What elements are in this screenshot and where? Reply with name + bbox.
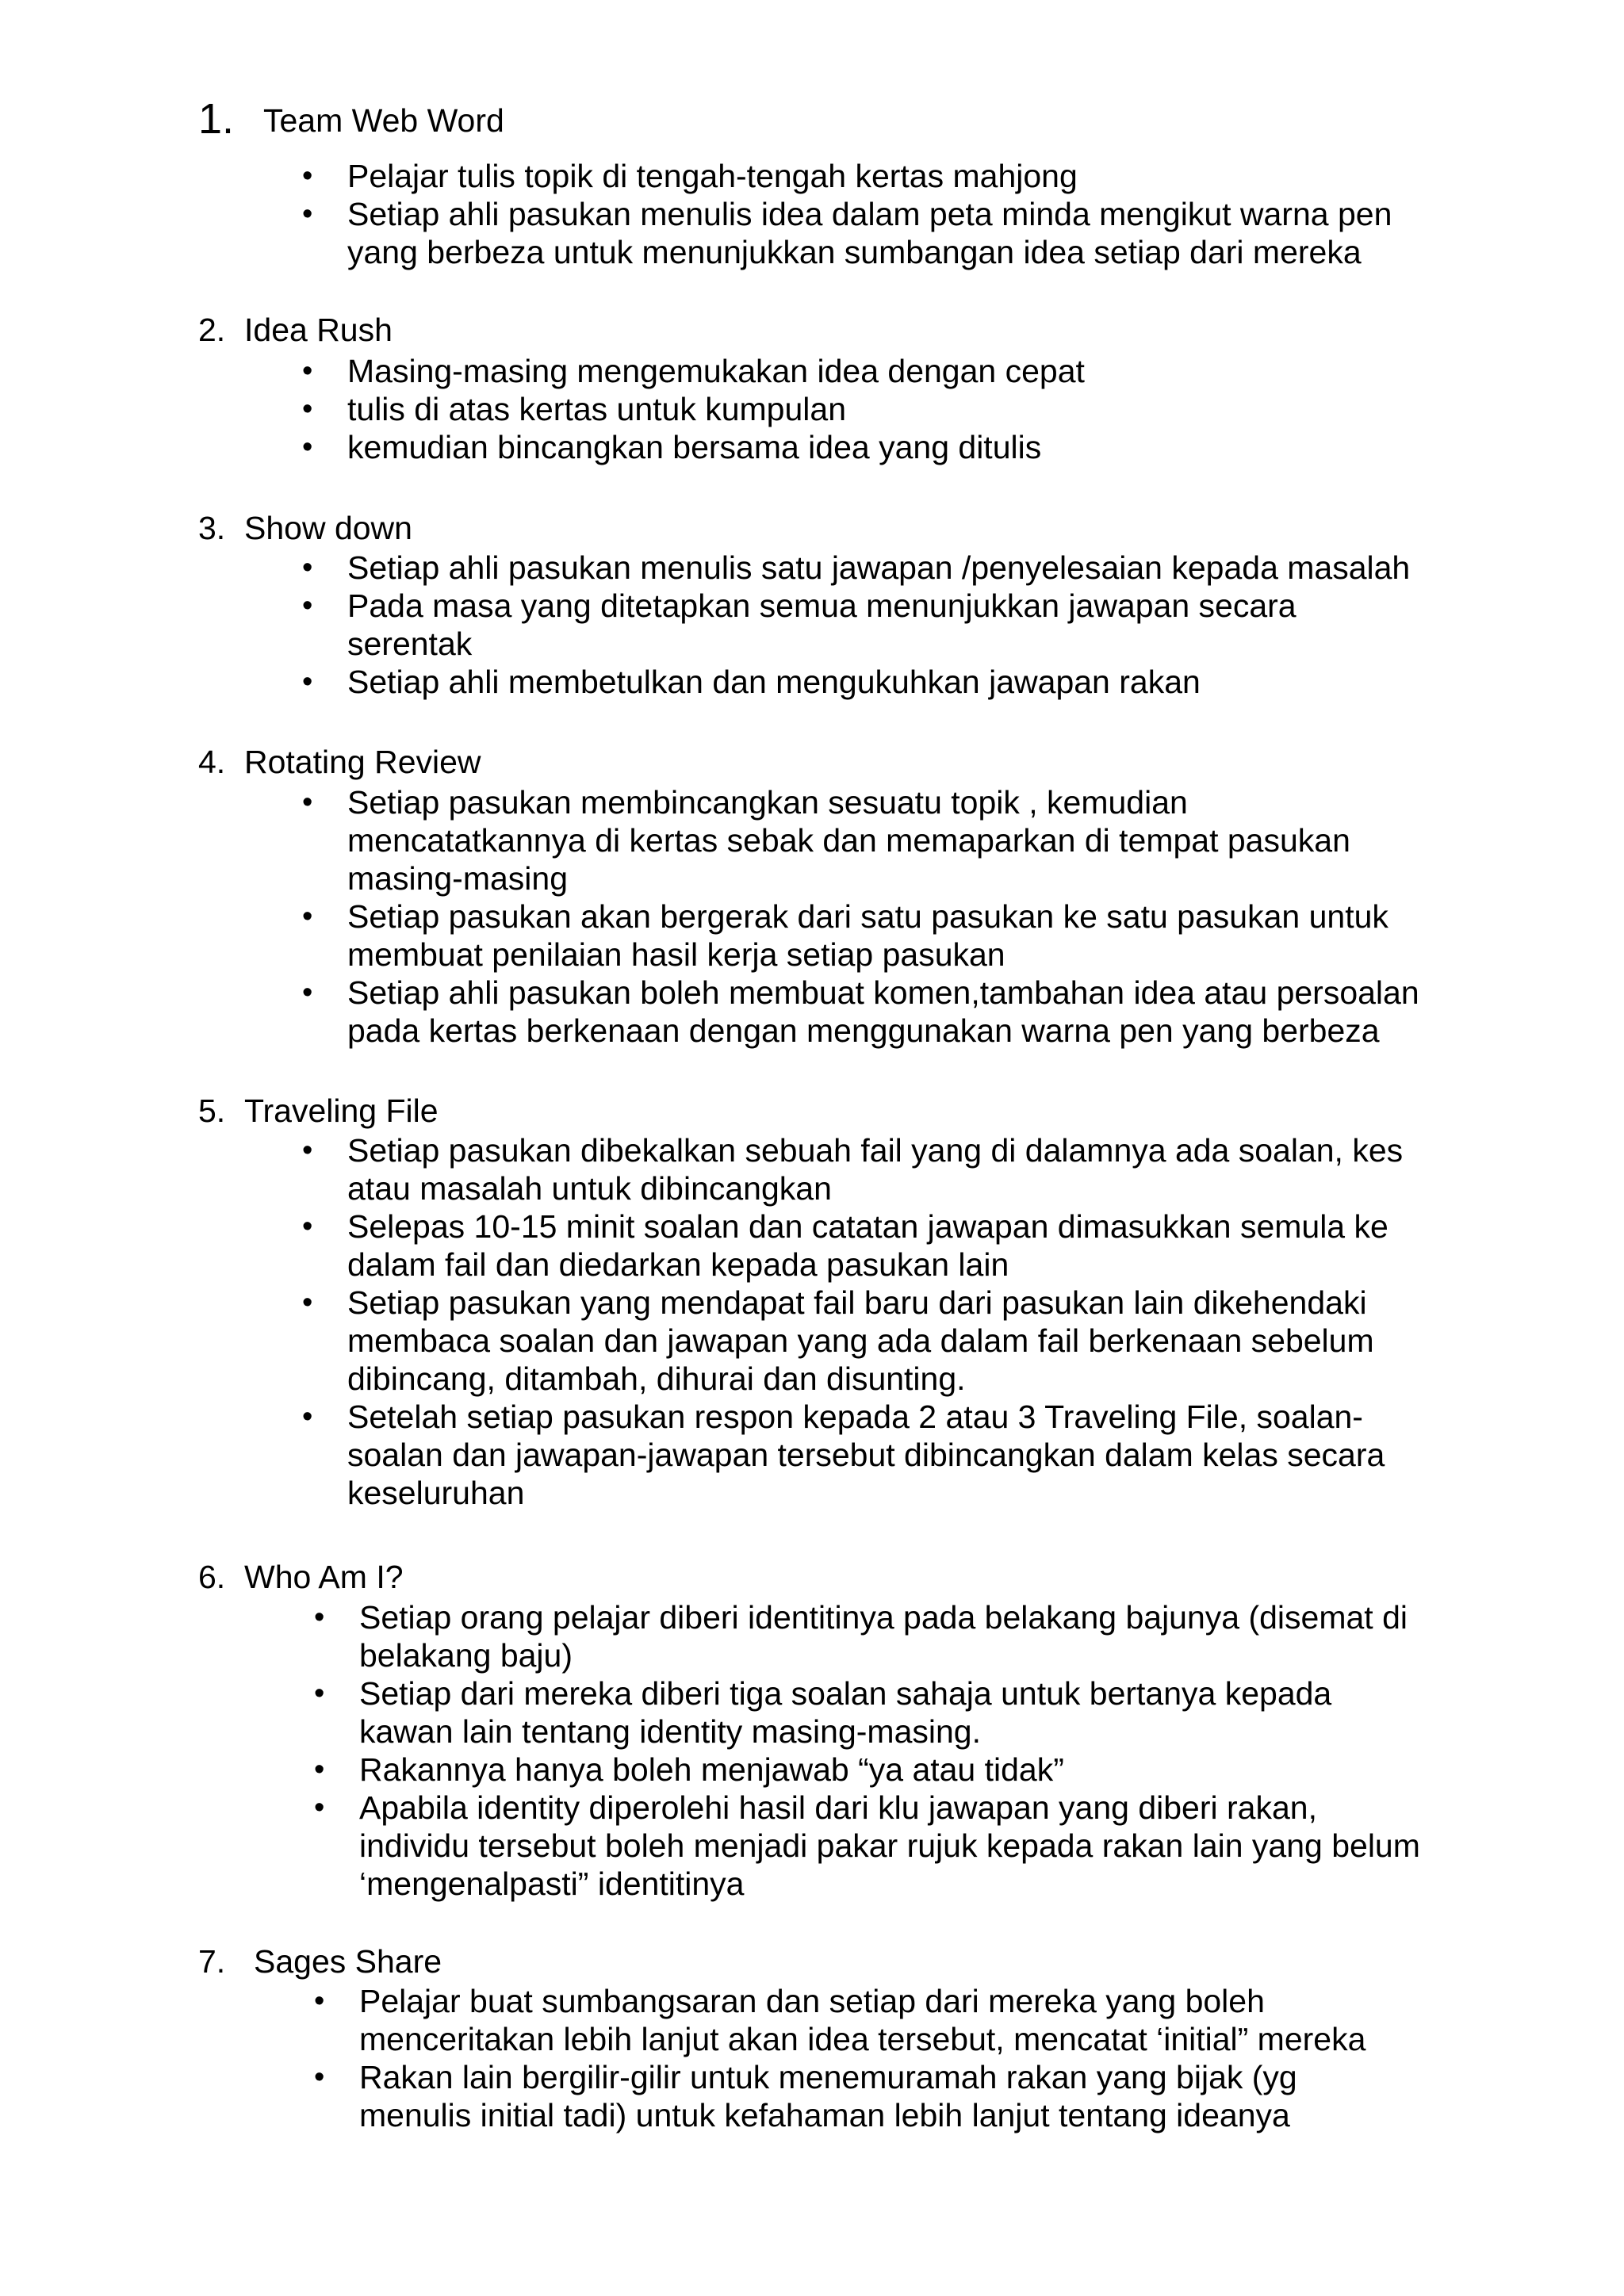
bullet-text <box>359 1674 1420 1751</box>
section-number: 2. <box>198 312 226 348</box>
bullet-item <box>302 549 1411 587</box>
section-title: Who Am I? <box>244 1559 404 1595</box>
section-title: Rotating Review <box>244 744 481 780</box>
bullet-list <box>302 549 1411 701</box>
bullet-item <box>302 1398 1403 1512</box>
bullet-text-line: Pelajar buat sumbangsaran dan setiap dari mereka yang boleh <box>359 1983 1265 2019</box>
bullet-text-line: soalan dan jawapan-jawapan tersebut dibincangkan dalam kelas secara <box>347 1437 1385 1473</box>
bullet-text-line: Pelajar tulis topik di tengah-tengah kertas mahjong <box>347 158 1078 194</box>
bullet-text-line: Setiap ahli pasukan boleh membuat komen,tambahan idea atau persoalan <box>347 974 1419 1011</box>
bullet-text <box>347 352 1085 390</box>
bullet-text-line: atau masalah untuk dibincangkan <box>347 1170 832 1207</box>
bullet-dot-icon: • <box>314 1677 325 1710</box>
section-number: 7. <box>198 1943 226 1980</box>
bullet-dot-icon: • <box>302 392 313 426</box>
bullet-list <box>302 157 1392 271</box>
bullet-text <box>347 157 1392 195</box>
bullet-text <box>359 1751 1420 1789</box>
bullet-dot-icon: • <box>302 197 313 231</box>
bullet-list <box>314 1982 1366 2134</box>
bullet-text-line: Masing-masing mengemukakan idea dengan cepat <box>347 353 1085 389</box>
bullet-text <box>347 897 1419 974</box>
bullet-text-line: Pada masa yang ditetapkan semua menunjukkan jawapan secara <box>347 587 1297 624</box>
bullet-text-line: Setelah setiap pasukan respon kepada 2 atau 3 Traveling File, soalan- <box>347 1399 1363 1435</box>
section-title: Show down <box>244 510 412 546</box>
bullet-text <box>347 1207 1403 1284</box>
bullet-text-line: belakang baju) <box>359 1637 573 1674</box>
bullet-dot-icon: • <box>302 1210 313 1243</box>
bullet-text <box>347 783 1419 897</box>
bullet-text-line: membaca soalan dan jawapan yang ada dalam fail berkenaan sebelum <box>347 1322 1374 1359</box>
bullet-item <box>302 783 1419 897</box>
bullet-text <box>359 1982 1365 2058</box>
bullet-dot-icon: • <box>302 1134 313 1167</box>
section-number: 3. <box>198 510 226 546</box>
bullet-dot-icon: • <box>314 1791 325 1824</box>
bullet-text <box>347 390 1085 428</box>
bullet-text-line: keseluruhan <box>347 1475 525 1511</box>
bullet-text <box>347 974 1419 1050</box>
bullet-text <box>347 1398 1403 1512</box>
bullet-text-line: Selepas 10-15 minit soalan dan catatan jawapan dimasukkan semula ke <box>347 1208 1388 1245</box>
bullet-text-line: masing-masing <box>347 860 568 897</box>
bullet-dot-icon: • <box>302 1400 313 1433</box>
bullet-dot-icon: • <box>314 1753 325 1786</box>
bullet-dot-icon: • <box>302 1286 313 1319</box>
bullet-item <box>302 663 1410 701</box>
section-number: 5. <box>198 1093 226 1129</box>
bullet-dot-icon: • <box>302 430 313 464</box>
bullet-text-line: kemudian bincangkan bersama idea yang ditulis <box>347 429 1042 465</box>
bullet-dot-icon: • <box>302 786 313 819</box>
bullet-dot-icon: • <box>314 1601 325 1634</box>
bullet-text <box>347 549 1410 587</box>
bullet-list <box>302 352 1085 466</box>
bullet-text-line: Setiap ahli membetulkan dan mengukuhkan jawapan rakan <box>347 664 1201 700</box>
bullet-text-line: Setiap pasukan dibekalkan sebuah fail yang di dalamnya ada soalan, kes <box>347 1132 1404 1169</box>
bullet-text-line: serentak <box>347 626 473 662</box>
section-title: Sages Share <box>254 1943 442 1980</box>
bullet-text-line: dibincang, ditambah, dihurai dan disunting. <box>347 1360 966 1397</box>
bullet-text-line: kawan lain tentang identity masing-masing. <box>359 1713 981 1750</box>
section-number: 1. <box>198 95 235 143</box>
bullet-text-line: Apabila identity diperolehi hasil dari klu jawapan yang diberi rakan, <box>359 1789 1317 1826</box>
bullet-text <box>359 1789 1420 1903</box>
bullet-text-line: menceritakan lebih lanjut akan idea tersebut, mencatat ‘initial” mereka <box>359 2021 1366 2057</box>
bullet-text-line: Rakannya hanya boleh menjawab “ya atau tidak” <box>359 1751 1064 1788</box>
bullet-list <box>314 1598 1420 1903</box>
bullet-dot-icon: • <box>302 589 313 622</box>
bullet-text <box>359 1598 1420 1674</box>
bullet-item <box>302 897 1419 974</box>
bullet-item <box>302 352 1085 390</box>
bullet-text-line: Setiap ahli pasukan menulis satu jawapan /penyelesaian kepada masalah <box>347 549 1411 586</box>
bullet-text-line: individu tersebut boleh menjadi pakar rujuk kepada rakan lain yang belum <box>359 1827 1420 1864</box>
bullet-text-line: Setiap dari mereka diberi tiga soalan sahaja untuk bertanya kepada <box>359 1675 1332 1712</box>
bullet-text <box>347 195 1392 271</box>
section-title: Idea Rush <box>244 312 393 348</box>
bullet-text-line: Setiap pasukan yang mendapat fail baru dari pasukan lain dikehendaki <box>347 1284 1367 1321</box>
bullet-dot-icon: • <box>302 354 313 388</box>
bullet-text-line: Rakan lain bergilir-gilir untuk menemuramah rakan yang bijak (yg <box>359 2059 1297 2095</box>
bullet-dot-icon: • <box>302 900 313 933</box>
bullet-item <box>314 1982 1366 2058</box>
section-number: 4. <box>198 744 226 780</box>
bullet-dot-icon: • <box>302 976 313 1009</box>
bullet-item <box>302 428 1085 466</box>
bullet-text-line: Setiap ahli pasukan menulis idea dalam peta minda mengikut warna pen <box>347 196 1392 232</box>
bullet-dot-icon: • <box>314 2061 325 2094</box>
bullet-text-line: Setiap orang pelajar diberi identitinya pada belakang bajunya (disemat di <box>359 1599 1408 1636</box>
bullet-text-line: Setiap pasukan membincangkan sesuatu topik , kemudian <box>347 784 1188 821</box>
bullet-text <box>359 2058 1365 2134</box>
bullet-text-line: mencatatkannya di kertas sebak dan memaparkan di tempat pasukan <box>347 822 1350 859</box>
bullet-dot-icon: • <box>302 551 313 584</box>
bullet-item <box>302 1131 1404 1207</box>
bullet-item <box>314 2058 1365 2134</box>
section-number: 6. <box>198 1559 226 1595</box>
bullet-text <box>347 428 1085 466</box>
bullet-item <box>302 195 1392 271</box>
bullet-text <box>347 1284 1403 1398</box>
bullet-dot-icon: • <box>302 159 313 193</box>
bullet-text-line: membuat penilaian hasil kerja setiap pasukan <box>347 936 1005 973</box>
bullet-text-line: pada kertas berkenaan dengan menggunakan warna pen yang berbeza <box>347 1012 1380 1049</box>
bullet-item <box>314 1598 1420 1674</box>
bullet-text-line: menulis initial tadi) untuk kefahaman lebih lanjut tentang ideanya <box>359 2097 1290 2133</box>
bullet-item <box>302 1284 1403 1398</box>
bullet-text <box>347 663 1410 701</box>
bullet-item <box>302 390 1085 428</box>
bullet-text-line: yang berbeza untuk menunjukkan sumbangan idea setiap dari mereka <box>347 234 1362 270</box>
bullet-dot-icon: • <box>302 665 313 698</box>
bullet-text <box>347 587 1410 663</box>
bullet-text-line: dalam fail dan diedarkan kepada pasukan lain <box>347 1246 1009 1283</box>
bullet-item <box>314 1751 1420 1789</box>
bullet-item <box>302 587 1410 663</box>
bullet-text-line: ‘mengenalpasti” identitinya <box>359 1866 745 1902</box>
bullet-text-line: Setiap pasukan akan bergerak dari satu pasukan ke satu pasukan untuk <box>347 898 1388 935</box>
bullet-list <box>302 1131 1404 1512</box>
section-title: Team Web Word <box>263 102 504 139</box>
bullet-dot-icon: • <box>314 1984 325 2018</box>
bullet-item <box>314 1674 1420 1751</box>
bullet-text-line: tulis di atas kertas untuk kumpulan <box>347 391 846 427</box>
bullet-text <box>347 1131 1403 1207</box>
bullet-item <box>302 157 1392 195</box>
bullet-list <box>302 783 1419 1050</box>
bullet-item <box>302 1207 1403 1284</box>
section-title: Traveling File <box>244 1093 439 1129</box>
bullet-item <box>314 1789 1420 1903</box>
bullet-item <box>302 974 1419 1050</box>
